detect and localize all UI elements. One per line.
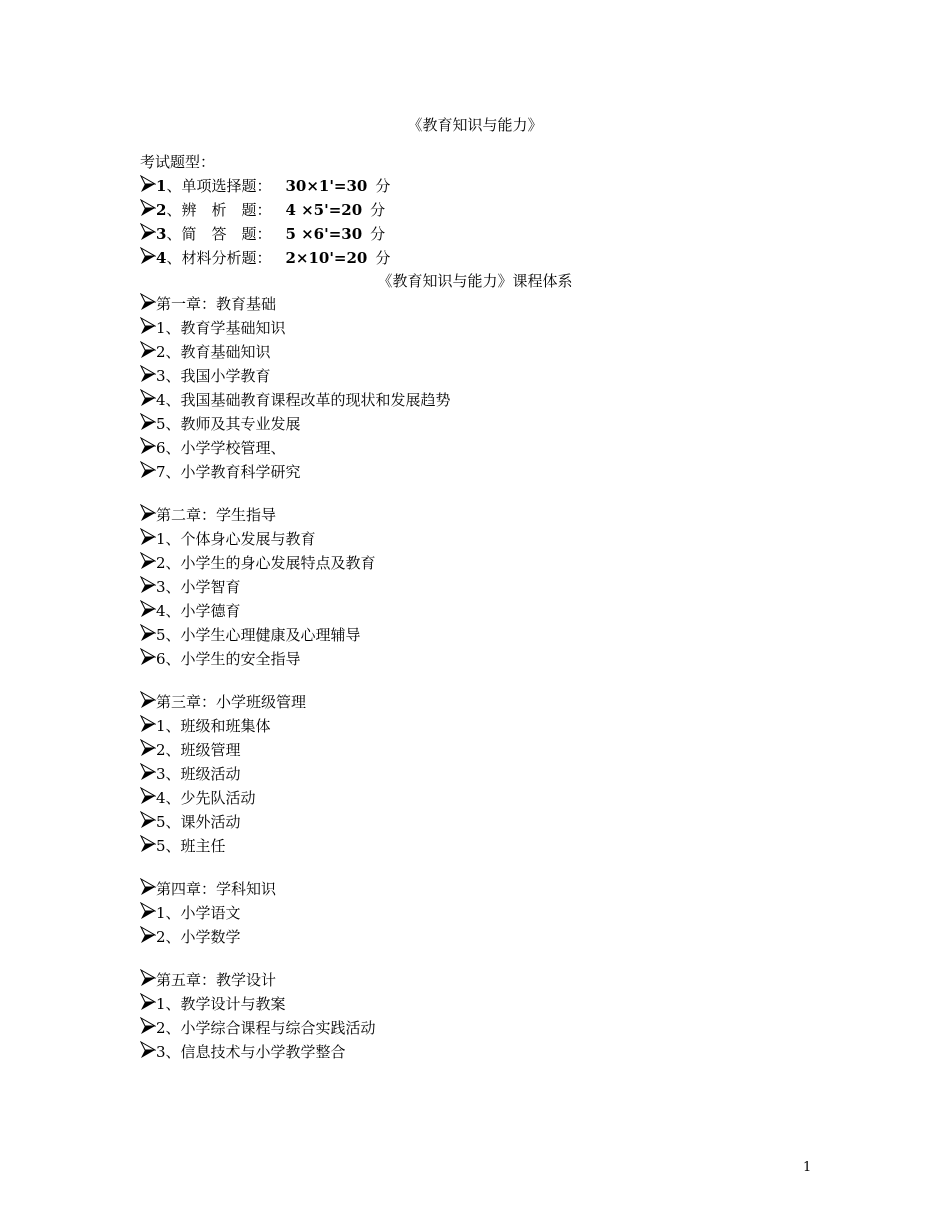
arrowhead-bullet-icon (140, 436, 156, 460)
arrowhead-bullet-icon (140, 738, 156, 762)
chapter-spacer (140, 858, 451, 877)
chapter-heading (140, 877, 451, 901)
arrowhead-bullet-icon (140, 412, 156, 436)
arrowhead-bullet-icon (140, 1016, 156, 1040)
chapter-item-text: 1、教育学基础知识 (156, 319, 286, 337)
exam-type-label: 、简 答 题： (166, 225, 272, 243)
chapter-item-text: 6、小学学校管理、 (156, 439, 286, 457)
chapter-item-text: 5、小学生心理健康及心理辅导 (156, 626, 361, 644)
chapter-item (140, 316, 451, 340)
exam-type-item (140, 174, 390, 198)
arrowhead-bullet-icon (140, 198, 156, 222)
exam-type-score-formula: 2×10'=20 (285, 249, 368, 267)
chapter-title: 第二章：学生指导 (156, 506, 277, 524)
arrowhead-bullet-icon (140, 292, 156, 316)
arrowhead-bullet-icon (140, 786, 156, 810)
chapter-item (140, 738, 451, 762)
arrowhead-bullet-icon (140, 690, 156, 714)
arrowhead-bullet-icon (140, 460, 156, 484)
chapter-item (140, 527, 451, 551)
chapter-item (140, 1040, 451, 1064)
chapter-item (140, 647, 451, 671)
chapter-spacer (140, 484, 451, 503)
chapter-item (140, 436, 451, 460)
arrowhead-bullet-icon (140, 174, 156, 198)
chapter-item (140, 623, 451, 647)
chapter-item-text: 3、信息技术与小学教学整合 (156, 1043, 346, 1061)
chapter-item-text: 4、小学德育 (156, 602, 241, 620)
chapter-item (140, 810, 451, 834)
arrowhead-bullet-icon (140, 388, 156, 412)
chapter-title: 第五章：教学设计 (156, 971, 277, 989)
arrowhead-bullet-icon (140, 527, 156, 551)
arrowhead-bullet-icon (140, 714, 156, 738)
arrowhead-bullet-icon (140, 901, 156, 925)
arrowhead-bullet-icon (140, 1040, 156, 1064)
chapter-item-text: 1、班级和班集体 (156, 717, 271, 735)
chapter-item (140, 901, 451, 925)
arrowhead-bullet-icon (140, 246, 156, 270)
arrowhead-bullet-icon (140, 992, 156, 1016)
chapter-item (140, 340, 451, 364)
chapter-item-text: 5、班主任 (156, 837, 226, 855)
chapter-item (140, 551, 451, 575)
arrowhead-bullet-icon (140, 925, 156, 949)
chapter-item-text: 4、少先队活动 (156, 789, 256, 807)
exam-type-unit: 分 (375, 249, 391, 267)
chapter-heading (140, 503, 451, 527)
exam-types-list (140, 174, 390, 270)
chapter-item (140, 992, 451, 1016)
chapter-item (140, 834, 451, 858)
chapter-item-text: 7、小学教育科学研究 (156, 463, 301, 481)
chapter-item (140, 388, 451, 412)
course-system-title: 《教育知识与能力》课程体系 (377, 272, 573, 290)
chapter-item-text: 2、小学综合课程与综合实践活动 (156, 1019, 376, 1037)
page-number: 1 (803, 1160, 812, 1175)
chapter-item-text: 2、教育基础知识 (156, 343, 271, 361)
exam-type-item (140, 222, 390, 246)
arrowhead-bullet-icon (140, 834, 156, 858)
arrowhead-bullet-icon (140, 647, 156, 671)
exam-type-score-formula: 30×1'=30 (285, 177, 368, 195)
arrowhead-bullet-icon (140, 968, 156, 992)
chapter-item (140, 925, 451, 949)
chapter-title: 第四章：学科知识 (156, 880, 277, 898)
chapter-item-text: 1、教学设计与教案 (156, 995, 286, 1013)
document-title: 《教育知识与能力》 (407, 116, 543, 134)
chapter-title: 第三章：小学班级管理 (156, 693, 307, 711)
arrowhead-bullet-icon (140, 810, 156, 834)
chapter-item (140, 762, 451, 786)
arrowhead-bullet-icon (140, 364, 156, 388)
chapter-item-text: 6、小学生的安全指导 (156, 650, 301, 668)
exam-types-heading: 考试题型： (140, 153, 216, 171)
chapter-spacer (140, 671, 451, 690)
exam-types-section (140, 150, 390, 270)
arrowhead-bullet-icon (140, 551, 156, 575)
arrowhead-bullet-icon (140, 623, 156, 647)
exam-type-item (140, 198, 390, 222)
exam-type-item (140, 246, 390, 270)
chapter-item-text: 2、小学数学 (156, 928, 241, 946)
arrowhead-bullet-icon (140, 340, 156, 364)
chapters-section (140, 292, 451, 1064)
exam-type-number: 3 (156, 225, 167, 243)
chapter-item (140, 575, 451, 599)
chapter-item-text: 5、课外活动 (156, 813, 241, 831)
chapter-item (140, 1016, 451, 1040)
chapter-title: 第一章：教育基础 (156, 295, 277, 313)
chapter-item-text: 3、班级活动 (156, 765, 241, 783)
exam-type-number: 2 (156, 201, 167, 219)
chapter-heading (140, 292, 451, 316)
arrowhead-bullet-icon (140, 575, 156, 599)
exam-type-number: 1 (156, 177, 167, 195)
arrowhead-bullet-icon (140, 316, 156, 340)
chapter-item (140, 364, 451, 388)
exam-type-number: 4 (156, 249, 167, 267)
chapter-item (140, 714, 451, 738)
chapter-item (140, 786, 451, 810)
arrowhead-bullet-icon (140, 222, 156, 246)
chapter-item (140, 412, 451, 436)
exam-type-label: 、单项选择题： (166, 177, 272, 195)
chapter-heading (140, 690, 451, 714)
chapter-item-text: 1、个体身心发展与教育 (156, 530, 316, 548)
arrowhead-bullet-icon (140, 762, 156, 786)
chapter-item-text: 1、小学语文 (156, 904, 241, 922)
arrowhead-bullet-icon (140, 503, 156, 527)
chapter-item-text: 2、小学生的身心发展特点及教育 (156, 554, 376, 572)
exam-type-score-formula: 5 ×6'=30 (285, 225, 363, 243)
chapter-item (140, 460, 451, 484)
exam-type-label: 、辨 析 题： (166, 201, 272, 219)
chapter-item-text: 3、小学智育 (156, 578, 241, 596)
chapter-item-text: 4、我国基础教育课程改革的现状和发展趋势 (156, 391, 451, 409)
exam-type-score-formula: 4 ×5'=20 (285, 201, 363, 219)
arrowhead-bullet-icon (140, 599, 156, 623)
chapter-item-text: 2、班级管理 (156, 741, 241, 759)
exam-type-unit: 分 (375, 177, 391, 195)
chapter-item-text: 5、教师及其专业发展 (156, 415, 301, 433)
exam-type-label: 、材料分析题： (166, 249, 272, 267)
chapter-spacer (140, 949, 451, 968)
chapter-item-text: 3、我国小学教育 (156, 367, 271, 385)
exam-type-unit: 分 (370, 225, 386, 243)
arrowhead-bullet-icon (140, 877, 156, 901)
chapter-heading (140, 968, 451, 992)
exam-type-unit: 分 (370, 201, 386, 219)
chapter-item (140, 599, 451, 623)
